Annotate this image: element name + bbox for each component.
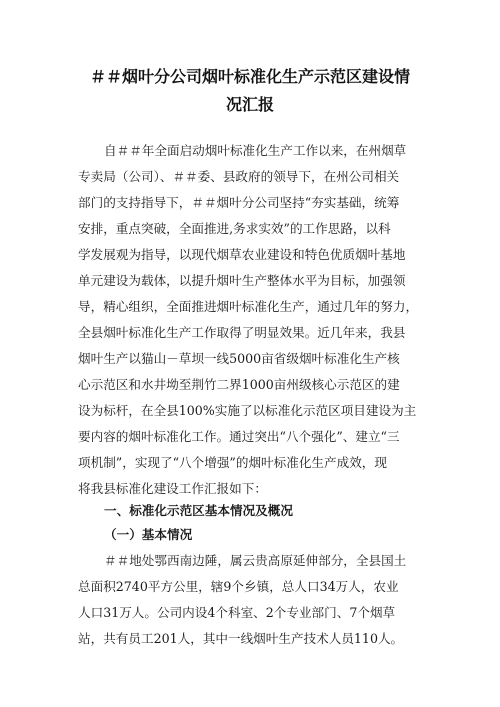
intro-paragraph-line: 烟叶生产以猫山－草坝一线5000亩省级烟叶标准化生产核: [78, 351, 400, 366]
section-heading: 一、标准化示范区基本情况及概况: [104, 503, 293, 518]
document-title-line-2: 况汇报: [225, 95, 274, 114]
intro-paragraph-line: 全县烟叶标准化生产工作取得了明显效果。近几年来，我县: [78, 325, 406, 340]
intro-paragraph-line: 学发展观为指导，以现代烟草农业建设和特色优质烟叶基地: [78, 247, 406, 262]
basic-info-line: 站，共有员工201人，其中一线烟叶生产技术人员110人。: [78, 631, 404, 646]
intro-paragraph-line: 部门的支持指导下，＃＃烟叶分公司坚持“夯实基础，统筹: [78, 195, 400, 210]
intro-paragraph-line: 设为标杆，在全县100%实施了以标准化示范区项目建设为主: [78, 403, 417, 418]
intro-paragraph-line: 将我县标准化建设工作汇报如下：: [78, 481, 267, 496]
basic-info-line: 总面积2740平方公里，辖9个乡镇，总人口34万人，农业: [78, 579, 399, 594]
basic-info-line: 人口31万人。公司内设4个科室、2个专业部门、7个烟草: [78, 605, 396, 620]
document-title-line-1: ＃＃烟叶分公司烟叶标准化生产示范区建设情: [89, 67, 410, 86]
subsection-heading: （一）基本情况: [104, 527, 193, 542]
intro-paragraph-line: 自＃＃年全面启动烟叶标准化生产工作以来，在州烟草: [104, 143, 407, 158]
intro-paragraph-line: 导，精心组织，全面推进烟叶标准化生产，通过几年的努力，: [78, 299, 419, 314]
intro-paragraph-line: 安排，重点突破，全面推进,务求实效”的工作思路，以科: [78, 221, 391, 236]
intro-paragraph-line: 要内容的烟叶标准化工作。通过突出“八个强化”、建立“三: [78, 429, 400, 444]
intro-paragraph-line: 专卖局（公司）、＃＃委、县政府的领导下，在州公司相关: [78, 169, 400, 184]
intro-paragraph-line: 心示范区和水井坳至荆竹二界1000亩州级核心示范区的建: [78, 377, 400, 392]
basic-info-line: ＃＃地处鄂西南边陲，属云贵高原延伸部分，全县国土: [104, 553, 407, 568]
intro-paragraph-line: 单元建设为载体，以提升烟叶生产整体水平为目标，加强领: [78, 273, 406, 288]
intro-paragraph-line: 项机制”，实现了“八个增强”的烟叶标准化生产成效，现: [78, 455, 387, 470]
